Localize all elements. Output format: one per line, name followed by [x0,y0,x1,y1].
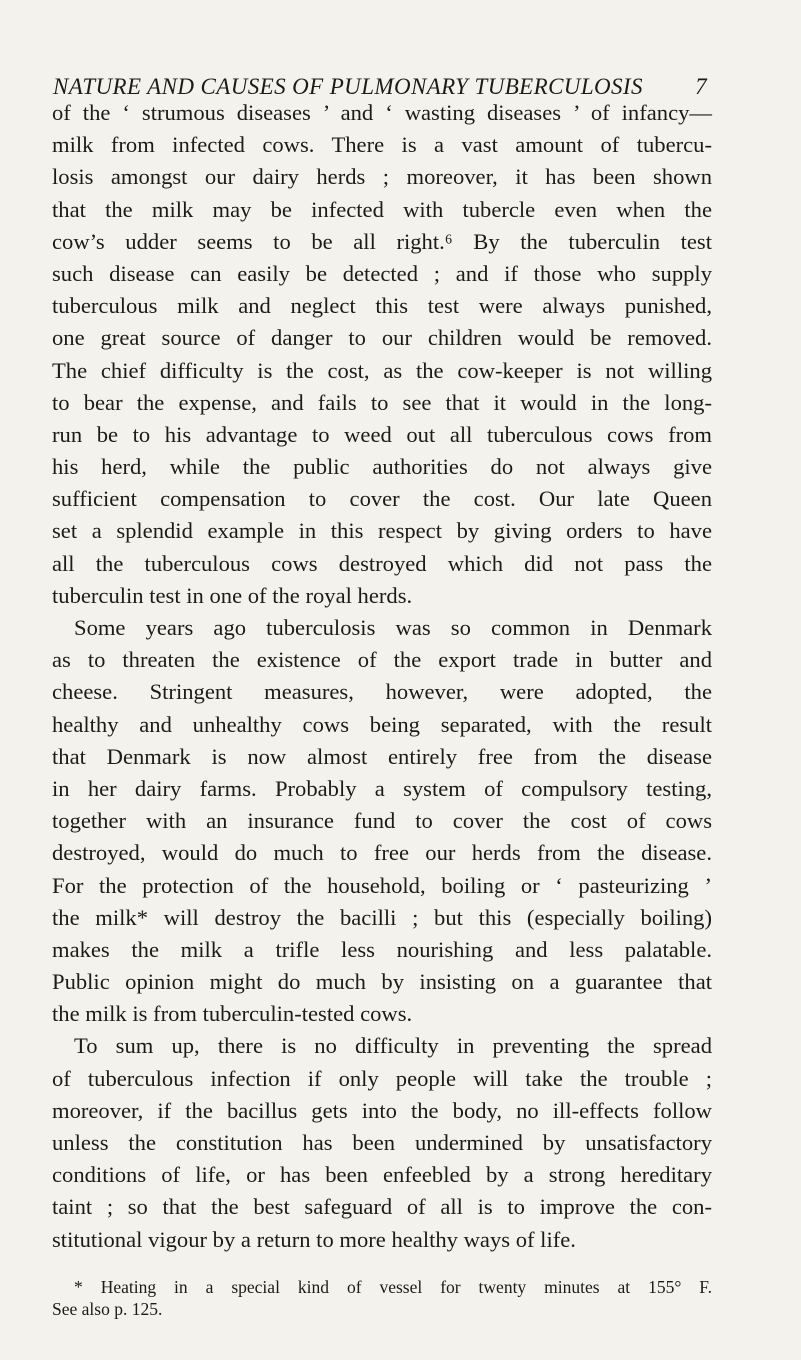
footnote-line: See also p. 125. [52,1299,163,1319]
text-line: to bear the expense, and fails to see that it would in the long- [52,389,712,415]
text-line: Public opinion might do much by insisting on a guarantee that [52,969,712,995]
text-line: stitutional vigour by a return to more healthy ways of life. [52,1226,576,1252]
text-line: of tuberculous infection if only people will take the trouble ; [52,1065,712,1091]
text-line: in her dairy farms. Probably a system of compulsory testing, [52,775,712,801]
text-line: cheese. Stringent measures, however, were adopted, the [52,679,712,705]
text-line: the milk is from tuberculin-tested cows. [52,1001,413,1027]
page-number: 7 [695,74,707,99]
text-line: makes the milk a trifle less nourishing and less palatable. [52,936,712,962]
text-line: such disease can easily be detected ; and if those who supply [52,260,712,286]
text-line: For the protection of the household, boiling or ‘ pasteurizing ’ [52,872,712,898]
text-line: tuberculous milk and neglect this test were always punished, [52,293,712,319]
text-line: milk from infected cows. There is a vast amount of tubercu- [52,132,712,158]
text-line: all the tuberculous cows destroyed which did not pass the [52,550,712,576]
paragraph [52,97,712,612]
body-text [52,97,712,1256]
paragraph [52,612,712,1030]
text-line: together with an insurance fund to cover the cost of cows [52,808,712,834]
text-line: the milk* will destroy the bacilli ; but this (especially boiling) [52,904,712,930]
text-line: one great source of danger to our children would be removed. [52,325,712,351]
text-line: that the milk may be infected with tubercle even when the [52,196,712,222]
text-line: destroyed, would do much to free our herds from the disease. [52,840,712,866]
text-line: Some years ago tuberculosis was so common in Denmark [74,615,712,640]
text-line: sufficient compensation to cover the cost. Our late Queen [52,486,712,512]
footnote-line: * Heating in a special kind of vessel for twenty minutes at 155° F. [74,1277,712,1297]
text-line: losis amongst our dairy herds ; moreover, it has been shown [52,164,712,190]
text-line: tuberculin test in one of the royal herds. [52,582,413,608]
text-line: healthy and unhealthy cows being separated, with the result [52,711,712,737]
text-line: run be to his advantage to weed out all tuberculous cows from [52,421,712,447]
text-line: To sum up, there is no difficulty in preventing the spread [74,1033,712,1059]
text-line: that Denmark is now almost entirely free from the disease [52,743,712,769]
text-line: conditions of life, or has been enfeebled by a strong hereditary [52,1162,712,1188]
text-line: The chief difficulty is the cost, as the cow-keeper is not willing [52,357,712,383]
text-line: of the ‘ strumous diseases ’ and ‘ wasting diseases ’ of infancy— [52,100,712,125]
text-line: his herd, while the public authorities do not always give [52,454,712,480]
text-line: moreover, if the bacillus gets into the body, no ill-effects follow [52,1097,712,1123]
paragraph [52,1030,712,1255]
text-line: taint ; so that the best safeguard of all is to improve the con- [52,1194,712,1220]
footnote [52,1276,712,1320]
text-line: cow’s udder seems to be all right.⁶ By the tuberculin test [52,228,712,254]
running-title: NATURE AND CAUSES OF PULMONARY TUBERCULOSIS [53,74,643,99]
text-line: unless the constitution has been undermined by unsatisfactory [52,1130,712,1155]
text-line: as to threaten the existence of the export trade in butter and [52,647,712,673]
text-line: set a splendid example in this respect by giving orders to have [52,518,712,544]
